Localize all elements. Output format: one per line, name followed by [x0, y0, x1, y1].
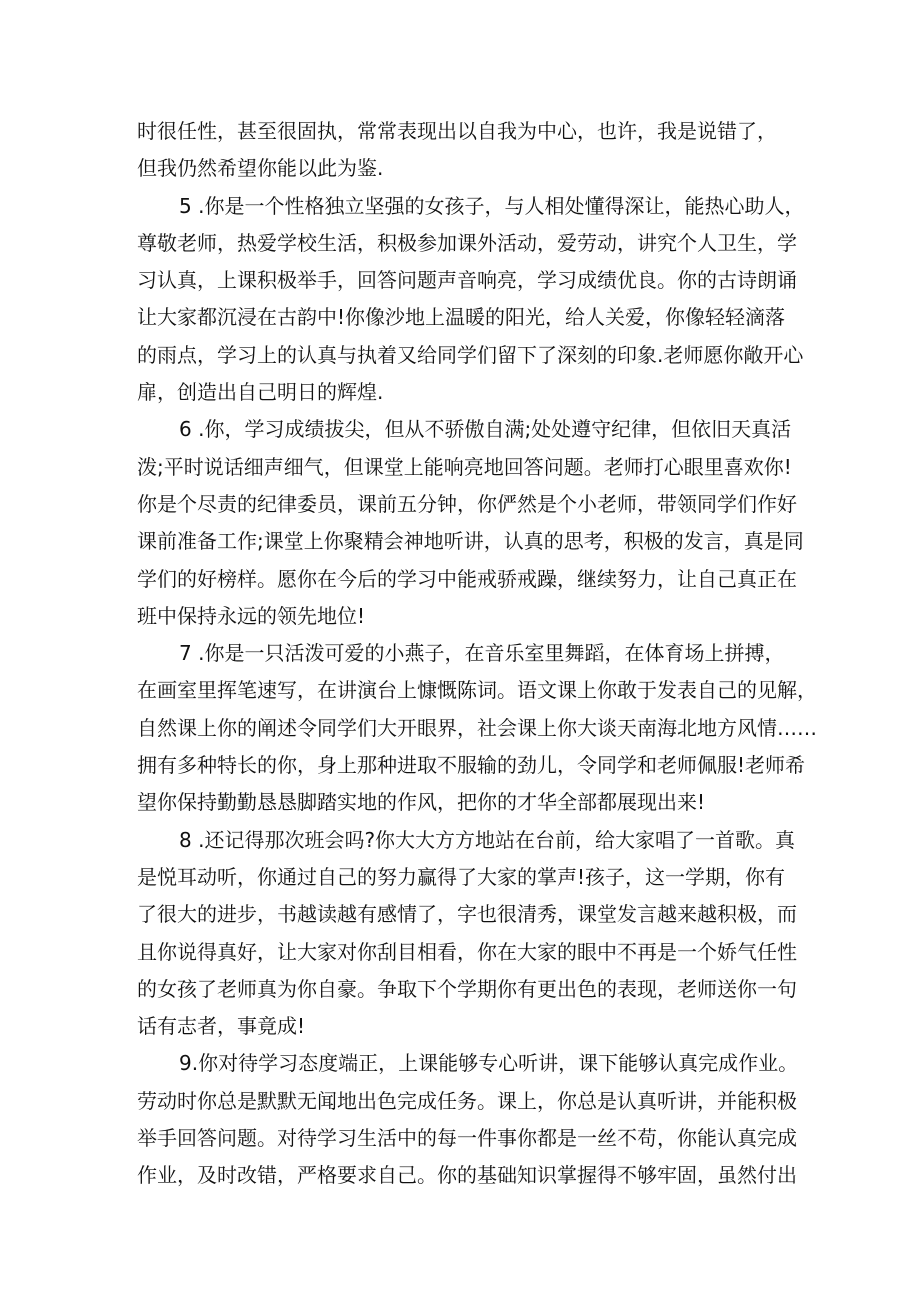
text-line: 课前准备工作;课堂上你聚精会神地听讲，认真的思考，积极的发言，真是同: [137, 529, 804, 554]
paragraph-7-start: 7 .你是一只活泼可爱的小燕子，在音乐室里舞蹈，在体育场上拼搏，: [179, 641, 785, 666]
text-line: 的雨点，学习上的认真与执着又给同学们留下了深刻的印象.老师愿你敞开心: [137, 342, 804, 367]
text-line: 作业，及时改错，严格要求自己。你的基础知识掌握得不够牢固，虽然付出: [137, 1163, 797, 1188]
text-line: 学们的好榜样。愿你在今后的学习中能戒骄戒躁，继续努力，让自己真正在: [137, 566, 797, 591]
text-line: 在画室里挥笔速写，在讲演台上慷慨陈词。语文课上你敢于发表自己的见解，: [137, 678, 817, 703]
text-line: 你是个尽责的纪律委员，课前五分钟，你俨然是个小老师，带领同学们作好: [137, 491, 797, 516]
text-line: 举手回答问题。对待学习生活中的每一件事你都是一丝不苟，你能认真完成: [137, 1126, 797, 1151]
text-line: 劳动时你总是默默无闻地出色完成任务。课上，你总是认真听讲，并能积极: [137, 1088, 797, 1113]
paragraph-6-start: 6 .你，学习成绩拔尖，但从不骄傲自满;处处遵守纪律，但依旧天真活: [179, 417, 792, 442]
document-body: [137, 113, 817, 1195]
text-line: 望你保持勤勤恳恳脚踏实地的作风，把你的才华全部都展现出来!: [137, 790, 706, 815]
text-line: 习认真，上课积极举手，回答问题声音响亮，学习成绩优良。你的古诗朗诵: [137, 268, 797, 293]
text-line: 时很任性，甚至很固执，常常表现出以自我为中心，也许，我是说错了，: [137, 119, 777, 143]
paragraph-8-start: 8 .还记得那次班会吗?你大大方方地站在台前，给大家唱了一首歌。真: [179, 827, 796, 852]
text-line: 且你说得真好，让大家对你刮目相看，你在大家的眼中不再是一个娇气任性: [137, 939, 797, 964]
text-line: 班中保持永远的领先地位!: [137, 603, 366, 628]
text-line: 拥有多种特长的你，身上那种进取不服输的劲儿，令同学和老师佩服!老师希: [137, 753, 806, 778]
text-line: 的女孩了老师真为你自豪。争取下个学期你有更出色的表现，老师送你一句: [137, 976, 797, 1001]
text-line: 泼;平时说话细声细气，但课堂上能响亮地回答问题。老师打心眼里喜欢你!: [137, 454, 792, 479]
text-line: 自然课上你的阐述令同学们大开眼界，社会课上你大谈天南海北地方风情……: [137, 715, 817, 740]
text-line: 了很大的进步，书越读越有感情了，字也很清秀，课堂发言越来越积极，而: [137, 902, 797, 927]
text-line: 扉，创造出自己明日的辉煌.: [137, 380, 384, 405]
paragraph-5-start: 5 .你是一个性格独立坚强的女孩子，与人相处懂得深让，能热心助人，: [179, 193, 805, 218]
text-line: 是悦耳动听，你通过自己的努力赢得了大家的掌声!孩子，这一学期，你有: [137, 864, 786, 889]
text-line: 话有志者，事竟成!: [137, 1014, 306, 1039]
text-line: 尊敬老师，热爱学校生活，积极参加课外活动，爱劳动，讲究个人卫生，学: [137, 230, 797, 255]
text-line: 让大家都沉浸在古韵中!你像沙地上温暖的阳光，给人关爱，你像轻轻滴落: [137, 305, 786, 330]
text-line: 但我仍然希望你能以此为鉴.: [137, 156, 384, 181]
paragraph-9-start: 9.你对待学习态度端正，上课能够专心听讲，课下能够认真完成作业。: [179, 1051, 799, 1076]
